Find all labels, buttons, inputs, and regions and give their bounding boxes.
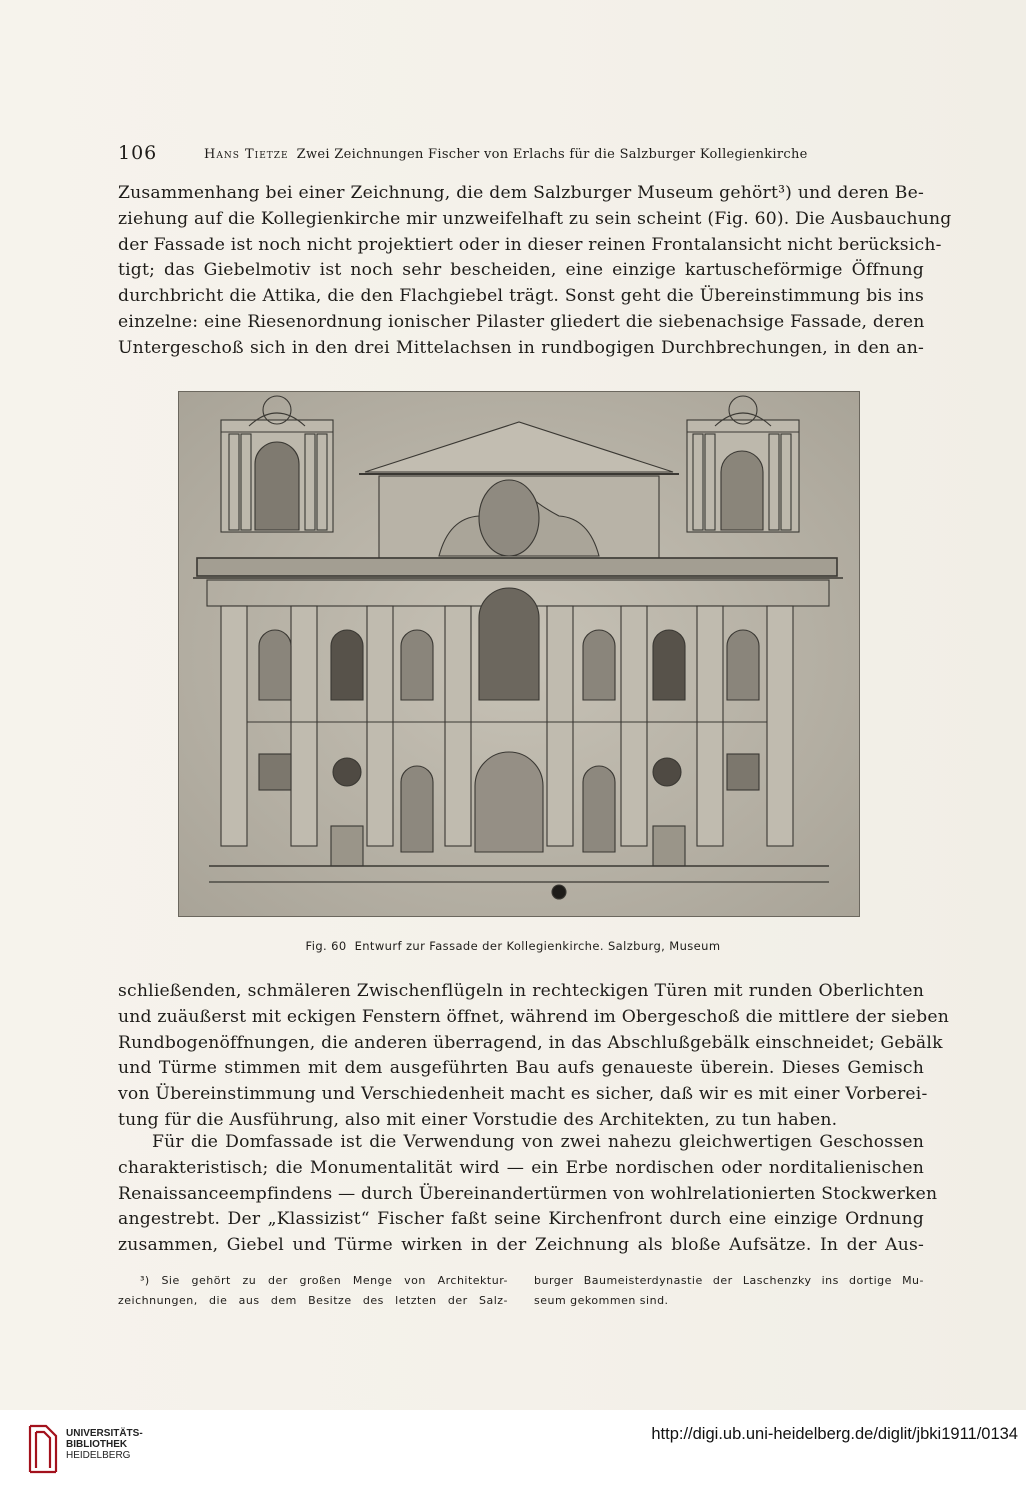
- figure-label: Fig. 60: [305, 939, 347, 953]
- text-line: [118, 181, 924, 207]
- text-line: schließenden, schmäleren Zwischenflügeln in rechteckigen Türen mit runden Oberlichten: [118, 981, 924, 1001]
- footnote-line: burger Baumeisterdynastie der Laschenzky ins dortige Mu-: [534, 1274, 924, 1287]
- text-line: ziehung auf die Kollegienkirche mir unzweifelhaft zu sein scheint (Fig. 60). Die Ausbauchung: [118, 208, 952, 229]
- library-name-line: BIBLIOTHEK: [66, 1439, 128, 1450]
- paragraph-1: [118, 181, 952, 362]
- footnotes: [118, 1271, 924, 1321]
- library-logo-icon[interactable]: [26, 1418, 60, 1474]
- text-line: tigt; das Giebelmotiv ist noch sehr bescheiden, eine einzige kartuscheförmige Öffnung: [118, 260, 924, 281]
- text-line: der Fassade ist noch nicht projektiert oder in dieser reinen Frontalansicht nicht berücksich-: [118, 234, 942, 255]
- text-line: Renaissanceempfindens — durch Übereinandertürmen von wohlrelationierten Stockwerken: [118, 1183, 938, 1204]
- library-name[interactable]: [66, 1428, 143, 1461]
- page-number: 106: [118, 142, 158, 164]
- text-line: und Türme stimmen mit dem ausgeführten Bau aufs genaueste überein. Dieses Gemisch: [118, 1058, 924, 1079]
- facade-drawing-figure: [178, 391, 860, 917]
- text-line: zusammen, Giebel und Türme wirken in der Zeichnung als bloße Aufsätze. In der Aus-: [118, 1235, 924, 1256]
- library-name-line: UNIVERSITÄTS-: [66, 1428, 143, 1439]
- text-line: Untergeschoß sich in den drei Mittelachsen in rundbogigen Durchbrechungen, in den an-: [118, 337, 924, 358]
- footnote-column-left: [118, 1271, 508, 1311]
- text-line: einzelne: eine Riesenordnung ionischer Pilaster gliedert die siebenachsige Fassade, deren: [118, 311, 925, 332]
- footnote-column-right: [534, 1271, 924, 1311]
- text-line: von Übereinstimmung und Verschiedenheit macht es sicher, daß wir es mit einer Vorberei-: [118, 1084, 928, 1105]
- text-line: Für die Domfassade ist die Verwendung von zwei nahezu gleichwertigen Geschossen: [152, 1132, 924, 1152]
- library-name-line: HEIDELBERG: [66, 1450, 131, 1461]
- figure-caption: [0, 939, 1026, 953]
- paragraph-3: [118, 1130, 938, 1259]
- footnote-line: ³) Sie gehört zu der großen Menge von Architektur-: [140, 1274, 508, 1287]
- caption-text: Entwurf zur Fassade der Kollegienkirche. Salzburg, Museum: [354, 939, 721, 953]
- viewer-footer: [0, 1410, 1026, 1485]
- facade-drawing: [179, 392, 860, 917]
- author-name: Hans Tietze: [204, 147, 289, 162]
- text-line-content: Zusammenhang bei einer Zeichnung, die dem Salzburger Museum gehört³) und deren Be-: [118, 183, 924, 203]
- article-title: Zwei Zeichnungen Fischer von Erlachs für die Salzburger Kollegienkirche: [296, 147, 808, 162]
- permalink-url[interactable]: http://digi.ub.uni-heidelberg.de/diglit/jbki1911/0134: [651, 1425, 1018, 1443]
- text-line: und zuäußerst mit eckigen Fenstern öffnet, während im Obergeschoß die mittlere der sieben: [118, 1006, 950, 1027]
- text-line: charakteristisch; die Monumentalität wird — ein Erbe nordischen oder norditalienischen: [118, 1157, 924, 1178]
- footnote-line: seum gekommen sind.: [534, 1294, 669, 1307]
- text-line: angestrebt. Der „Klassizist“ Fischer faßt seine Kirchenfront durch eine einzige Ordnung: [118, 1209, 924, 1230]
- footnote-line: zeichnungen, die aus dem Besitze des letzten der Salz-: [118, 1294, 508, 1307]
- running-head: [118, 142, 926, 166]
- text-line: Rundbogenöffnungen, die anderen überragend, in das Abschlußgebälk einschneidet; Gebälk: [118, 1032, 943, 1053]
- text-line: durchbricht die Attika, die den Flachgiebel trägt. Sonst geht die Übereinstimmung bis ins: [118, 286, 924, 307]
- text-line: tung für die Ausführung, also mit einer Vorstudie des Architekten, zu tun haben.: [118, 1109, 838, 1130]
- running-title: [204, 147, 808, 162]
- paragraph-2: [118, 979, 950, 1134]
